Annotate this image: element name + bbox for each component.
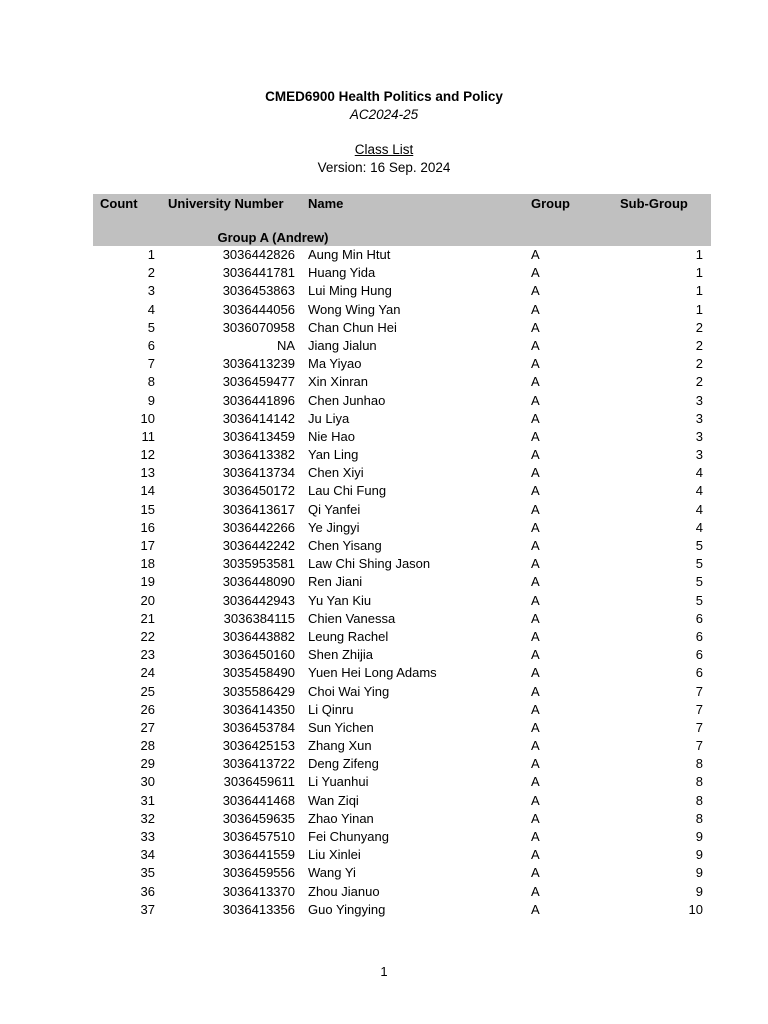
table-row [93,555,711,573]
table-row [93,592,711,610]
name-cell: Sun Yichen [308,719,374,735]
group-label: Group A (Andrew) [217,230,329,245]
name-cell: Chen Xiyi [308,465,364,481]
university-number-cell: 3036425153 [222,738,295,754]
count-cell: 28 [140,738,155,754]
group-cell: A [531,719,540,735]
name-cell: Ju Liya [308,410,350,426]
name-cell: Li Yuanhui [308,774,369,790]
university-number-cell: 3036442826 [222,247,295,262]
sub-group-cell: 4 [695,519,703,535]
sub-group-cell: 3 [695,428,703,444]
group-cell: A [531,810,540,826]
university-number-cell: 3036448090 [222,574,295,590]
group-cell: A [531,447,540,463]
sub-group-cell: 3 [695,447,703,463]
count-cell: 17 [140,538,155,553]
sub-group-cell: 6 [695,665,703,681]
name-cell: Wong Wing Yan [308,301,401,317]
table-row [93,901,711,919]
name-cell: Leung Rachel [308,628,389,644]
count-cell: 24 [140,665,155,681]
count-cell: 15 [140,501,155,517]
sub-group-cell: 7 [695,701,703,717]
group-cell: A [531,519,540,535]
group-cell: A [531,792,540,808]
column-header-group: Group [531,196,570,211]
table-row [93,737,711,755]
count-cell: 26 [140,701,155,717]
table-row [93,501,711,519]
table-row [93,701,711,719]
group-cell: A [531,356,540,372]
name-cell: Qi Yanfei [308,501,361,517]
group-cell: A [531,247,540,262]
count-cell: 7 [147,356,155,372]
count-cell: 36 [140,883,155,899]
university-number-cell: 3036384115 [223,610,295,626]
name-cell: Ye Jingyi [308,519,360,535]
name-cell: Lau Chi Fung [308,483,387,499]
name-cell: Chien Vanessa [308,610,396,626]
university-number-cell: NA [276,337,295,353]
name-cell: Zhao Yinan [308,810,374,826]
table-row [93,301,711,319]
course-title: CMED6900 Health Politics and Policy [265,89,503,104]
university-number-cell: 3036413356 [222,901,295,917]
table-row [93,246,711,264]
table-row [93,846,711,864]
name-cell: Liu Xinlei [308,847,361,863]
sub-group-cell: 9 [695,865,703,881]
page-number: 1 [380,964,388,979]
column-header-university-number: University Number [168,196,284,211]
table-row [93,519,711,537]
university-number-cell: 3036450172 [222,483,295,499]
sub-group-cell: 2 [695,356,703,372]
group-cell: A [531,501,540,517]
table-row [93,410,711,428]
name-cell: Zhang Xun [308,738,372,754]
count-cell: 32 [140,810,155,826]
university-number-cell: 3036459635 [222,810,295,826]
sub-group-cell: 5 [695,538,703,553]
version-label: Version: 16 Sep. 2024 [317,160,451,175]
count-cell: 16 [140,519,155,535]
name-cell: Yan Ling [308,447,359,463]
group-cell: A [531,883,540,899]
sub-group-cell: 10 [688,901,703,917]
sub-group-cell: 8 [695,792,703,808]
name-cell: Yu Yan Kiu [308,592,372,608]
group-cell: A [531,410,540,426]
name-cell: Ren Jiani [308,574,363,590]
name-cell: Fei Chunyang [308,829,389,844]
name-cell: Jiang Jialun [308,337,377,353]
name-cell: Guo Yingying [308,901,386,917]
count-cell: 34 [140,847,155,863]
count-cell: 20 [140,592,155,608]
count-cell: 5 [147,319,155,335]
count-cell: 31 [140,792,155,808]
university-number-cell: 3036413370 [222,883,295,899]
count-cell: 18 [140,556,155,572]
table-row [93,683,711,701]
university-number-cell: 3036413722 [222,756,295,772]
university-number-cell: 3036442242 [222,538,295,553]
university-number-cell: 3036444056 [222,301,295,317]
group-cell: A [531,556,540,572]
group-cell: A [531,483,540,499]
table-row [93,337,711,355]
sub-group-cell: 2 [695,374,703,390]
group-cell: A [531,428,540,444]
table-row [93,864,711,882]
university-number-cell: 3036441468 [222,792,295,808]
table-row [93,828,711,846]
university-number-cell: 3036453784 [222,719,295,735]
name-cell: Aung Min Htut [308,247,391,262]
name-cell: Ma Yiyao [308,356,362,372]
table-row [93,446,711,464]
university-number-cell: 3035458490 [222,665,295,681]
name-cell: Li Qinru [308,701,354,717]
count-cell: 29 [140,756,155,772]
name-cell: Wan Ziqi [308,792,359,808]
sub-group-cell: 1 [695,283,703,299]
table-row [93,464,711,482]
table-row [93,773,711,791]
table-row [93,392,711,410]
university-number-cell: 3036441559 [222,847,295,863]
sub-group-cell: 8 [695,756,703,772]
table-row [93,664,711,682]
table-row [93,373,711,391]
name-cell: Yuen Hei Long Adams [308,665,437,681]
table-row [93,573,711,591]
name-cell: Shen Zhijia [308,647,374,663]
group-cell: A [531,847,540,863]
group-cell: A [531,392,540,408]
sub-group-cell: 7 [695,683,703,699]
name-cell: Chan Chun Hei [308,319,397,335]
sub-group-cell: 1 [695,265,703,281]
list-title: Class List [354,142,414,157]
group-cell: A [531,683,540,699]
table-row [93,810,711,828]
group-cell: A [531,465,540,481]
table-row [93,646,711,664]
count-cell: 11 [141,428,155,444]
group-cell: A [531,610,540,626]
count-cell: 35 [140,865,155,881]
group-cell: A [531,756,540,772]
sub-group-cell: 7 [695,719,703,735]
sub-group-cell: 2 [695,319,703,335]
count-cell: 19 [140,574,155,590]
university-number-cell: 3036442266 [222,519,295,535]
sub-group-cell: 3 [695,392,703,408]
count-cell: 10 [140,410,155,426]
group-cell: A [531,738,540,754]
university-number-cell: 3036070958 [222,319,295,335]
university-number-cell: 3036441896 [222,392,295,408]
count-cell: 23 [140,647,155,663]
group-cell: A [531,628,540,644]
table-row [93,755,711,773]
university-number-cell: 3036413382 [222,447,295,463]
count-cell: 9 [147,392,155,408]
table-body [93,246,711,919]
column-header-sub-group: Sub-Group [620,196,688,211]
name-cell: Lui Ming Hung [308,283,392,299]
count-cell: 13 [140,465,155,481]
name-cell: Wang Yi [308,865,356,881]
count-cell: 33 [140,829,155,844]
group-cell: A [531,774,540,790]
university-number-cell: 3036441781 [222,265,295,281]
count-cell: 21 [140,610,155,626]
sub-group-cell: 4 [695,483,703,499]
group-cell: A [531,901,540,917]
university-number-cell: 3036450160 [222,647,295,663]
group-cell: A [531,592,540,608]
sub-group-cell: 8 [695,810,703,826]
sub-group-cell: 2 [695,337,703,353]
university-number-cell: 3036443882 [222,628,295,644]
table-row [93,537,711,555]
column-header-name: Name [308,196,344,211]
sub-group-cell: 5 [695,592,703,608]
table-row [93,282,711,300]
university-number-cell: 3036442943 [222,592,295,608]
sub-group-cell: 9 [695,883,703,899]
university-number-cell: 3035953581 [222,556,295,572]
name-cell: Choi Wai Ying [308,683,390,699]
sub-group-cell: 9 [695,829,703,844]
university-number-cell: 3036414350 [222,701,295,717]
university-number-cell: 3036413239 [222,356,295,372]
group-cell: A [531,665,540,681]
group-cell: A [531,265,540,281]
count-cell: 2 [147,265,155,281]
count-cell: 25 [140,683,155,699]
university-number-cell: 3035586429 [222,683,295,699]
name-cell: Huang Yida [308,265,376,281]
sub-group-cell: 1 [695,247,703,262]
count-cell: 3 [147,283,155,299]
name-cell: Xin Xinran [308,374,368,390]
table-row [93,719,711,737]
group-cell: A [531,865,540,881]
count-cell: 8 [147,374,155,390]
university-number-cell: 3036453863 [222,283,295,299]
university-number-cell: 3036413617 [222,501,295,517]
group-cell: A [531,319,540,335]
count-cell: 37 [140,901,155,917]
sub-group-cell: 4 [695,465,703,481]
university-number-cell: 3036457510 [222,829,295,844]
column-header-count: Count [100,196,138,211]
university-number-cell: 3036414142 [222,410,295,426]
sub-group-cell: 5 [695,574,703,590]
table-row [93,628,711,646]
group-cell: A [531,647,540,663]
group-cell: A [531,283,540,299]
group-cell: A [531,701,540,717]
name-cell: Deng Zifeng [308,756,379,772]
sub-group-cell: 3 [695,410,703,426]
name-cell: Chen Junhao [308,392,386,408]
table-row [93,883,711,901]
group-cell: A [531,538,540,553]
university-number-cell: 3036413459 [222,428,295,444]
count-cell: 27 [140,719,155,735]
sub-group-cell: 7 [695,738,703,754]
count-cell: 30 [140,774,155,790]
name-cell: Zhou Jianuo [308,883,380,899]
group-cell: A [531,829,540,844]
name-cell: Nie Hao [308,428,355,444]
name-cell: Law Chi Shing Jason [308,556,431,572]
university-number-cell: 3036459611 [223,774,295,790]
table-row [93,610,711,628]
count-cell: 22 [140,628,155,644]
table-header [93,194,711,246]
count-cell: 14 [140,483,155,499]
count-cell: 1 [147,247,155,262]
group-cell: A [531,301,540,317]
university-number-cell: 3036459477 [222,374,295,390]
group-cell: A [531,337,540,353]
sub-group-cell: 9 [695,847,703,863]
university-number-cell: 3036459556 [222,865,295,881]
sub-group-cell: 6 [695,647,703,663]
sub-group-cell: 6 [695,610,703,626]
table-row [93,355,711,373]
academic-year: AC2024-25 [349,107,419,122]
university-number-cell: 3036413734 [222,465,295,481]
table-row [93,482,711,500]
table-row [93,428,711,446]
sub-group-cell: 5 [695,556,703,572]
table-row [93,319,711,337]
count-cell: 12 [140,447,155,463]
sub-group-cell: 6 [695,628,703,644]
group-cell: A [531,374,540,390]
count-cell: 6 [147,337,155,353]
group-cell: A [531,574,540,590]
table-row [93,792,711,810]
sub-group-cell: 8 [695,774,703,790]
count-cell: 4 [147,301,155,317]
name-cell: Chen Yisang [308,538,382,553]
sub-group-cell: 4 [695,501,703,517]
sub-group-cell: 1 [695,301,703,317]
table-row [93,264,711,282]
